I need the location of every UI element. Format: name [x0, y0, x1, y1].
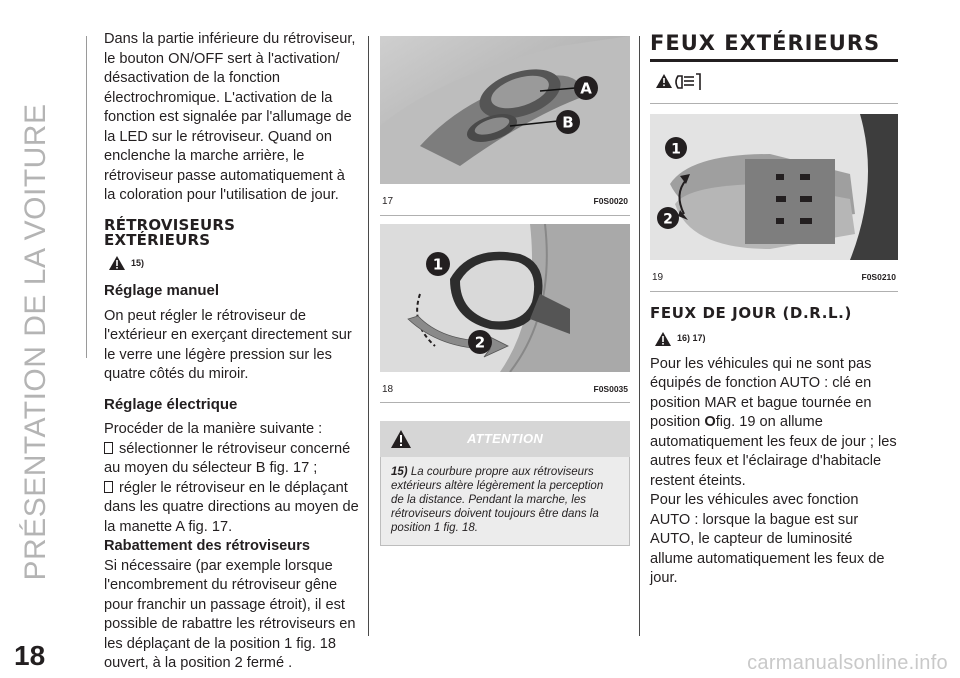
- warning-headlight-icon: [654, 68, 702, 96]
- figure-17-caption: [380, 192, 630, 216]
- attention-reference: 15): [391, 466, 408, 478]
- figure-18-caption: [380, 380, 630, 404]
- figure-19-code: F0S0210: [861, 272, 896, 282]
- figure-18-number: 18: [382, 383, 394, 395]
- fig19-label-1: 1: [671, 141, 681, 158]
- bullet-item-1: [104, 440, 359, 479]
- side-divider: [86, 36, 87, 358]
- fig17-label-b: B: [562, 113, 574, 132]
- manual-adjust-title: Réglage manuel: [104, 282, 220, 299]
- daytime-lights-text-1a: Pour les véhicules qui ne sont pas équipés de fonction AUTO : clé en position MAR et bague tournée en position: [650, 355, 872, 430]
- column-divider-1: [368, 36, 369, 636]
- warning-triangle-icon: [390, 429, 412, 449]
- figure-18: [380, 224, 630, 372]
- column-2: [380, 36, 630, 546]
- fold-title: Rabattement des rétroviseurs: [104, 538, 311, 554]
- fig18-label-2: 2: [474, 333, 486, 351]
- ring-position-symbol: O: [704, 414, 716, 430]
- daytime-lights-heading: FEUX DE JOUR (D.R.L.): [650, 303, 852, 322]
- section-heading-feux-exterieurs: FEUX EXTÉRIEURS: [650, 31, 881, 55]
- warning-references: [654, 329, 898, 349]
- mirror-switch-illustration: [380, 36, 630, 184]
- figure-17-number: 17: [382, 196, 394, 207]
- fig18-label-1: 1: [432, 255, 444, 273]
- fold-text: Si nécessaire (par exemple lorsque l'encombrement du rétroviseur gêne pour franchir un passage étroit), il est possible de rabattre les rétroviseurs en les déplaçant de la position 1 fig. 18 ouvert, à la position 2 fermé .: [104, 557, 356, 671]
- figure-17-code: F0S0020: [593, 196, 628, 206]
- side-section-title-text: PRÉSENTATION DE LA VOITURE: [19, 103, 52, 581]
- intro-paragraph: Dans la partie inférieure du rétroviseur, le bouton ON/OFF sert à l'activation/ désactivation de la fonction électrochromique. L'activation de la fonction est signalée par l'allumage de la LED sur le rétroviseur. Quand on enclenche la marche arrière, le rétroviseur passe automatiquement à la coloration pour l'utilisation de jour.: [104, 31, 356, 203]
- attention-text: La courbure propre aux rétroviseurs extérieurs altère légèrement la perception de la distance. Pendant la marche, les rétroviseurs doivent toujours être dans la position 1 fig. 18.: [391, 466, 604, 534]
- bullet-item-2-text: régler le rétroviseur en le déplaçant dans les quatre directions au moyen de la manette A fig. 17.: [104, 479, 359, 535]
- headlight-icon-row: [654, 68, 898, 98]
- page-number: 18: [14, 640, 46, 671]
- manual-adjust-text: On peut régler le rétroviseur de l'extérieur en exerçant directement sur le verre une légère pression sur les quatre côtés du miroir.: [104, 307, 352, 382]
- bullet-item-1-text: sélectionner le rétroviseur concerné au moyen du sélecteur B fig. 17 ;: [104, 440, 351, 476]
- attention-body: [380, 457, 630, 546]
- daytime-lights-text-2: Pour les véhicules avec fonction AUTO : lorsque la bague est sur AUTO, le capteur de luminosité allume automatiquement les feux de jour.: [650, 492, 885, 586]
- fig17-label-a: A: [580, 79, 592, 98]
- warning-triangle-icon: [654, 331, 672, 347]
- checkbox-bullet-icon: [104, 481, 113, 493]
- electric-adjust-intro: Procéder de la manière suivante :: [104, 421, 323, 437]
- column-1: [104, 30, 359, 674]
- figure-19-number: 19: [652, 272, 664, 283]
- figure-17: [380, 36, 630, 184]
- figure-18-code: F0S0035: [593, 383, 628, 394]
- section-heading-retroviseurs: RÉTROVISEURS EXTÉRIEURS: [104, 215, 236, 249]
- column-3: [650, 30, 898, 589]
- column-divider-2: [639, 36, 640, 636]
- attention-title: ATTENTION: [466, 431, 544, 447]
- checkbox-bullet-icon: [104, 442, 113, 454]
- bullet-item-2: [104, 479, 359, 538]
- warning-reference: [108, 254, 359, 274]
- daytime-lights-text-1: [650, 355, 898, 492]
- warning-reference-text: 15): [131, 257, 145, 268]
- attention-header: [380, 421, 630, 457]
- fig19-label-2: 2: [663, 211, 673, 228]
- electric-adjust-title: Réglage électrique: [104, 395, 238, 413]
- watermark: carmanualsonline.info: [747, 652, 948, 674]
- light-stalk-illustration: [650, 114, 898, 260]
- daytime-lights-text-1b: fig. 19 on allume automatiquement les feux de jour ; les autres feux et l'éclairage d'habitacle restent éteints.: [650, 414, 897, 489]
- mirror-fold-illustration: [380, 224, 630, 372]
- warning-triangle-icon: [108, 255, 126, 271]
- figure-19: [650, 114, 898, 260]
- heading-underline: [650, 59, 898, 62]
- figure-19-caption: [650, 268, 898, 292]
- warning-references-text: 16) 17): [677, 333, 706, 343]
